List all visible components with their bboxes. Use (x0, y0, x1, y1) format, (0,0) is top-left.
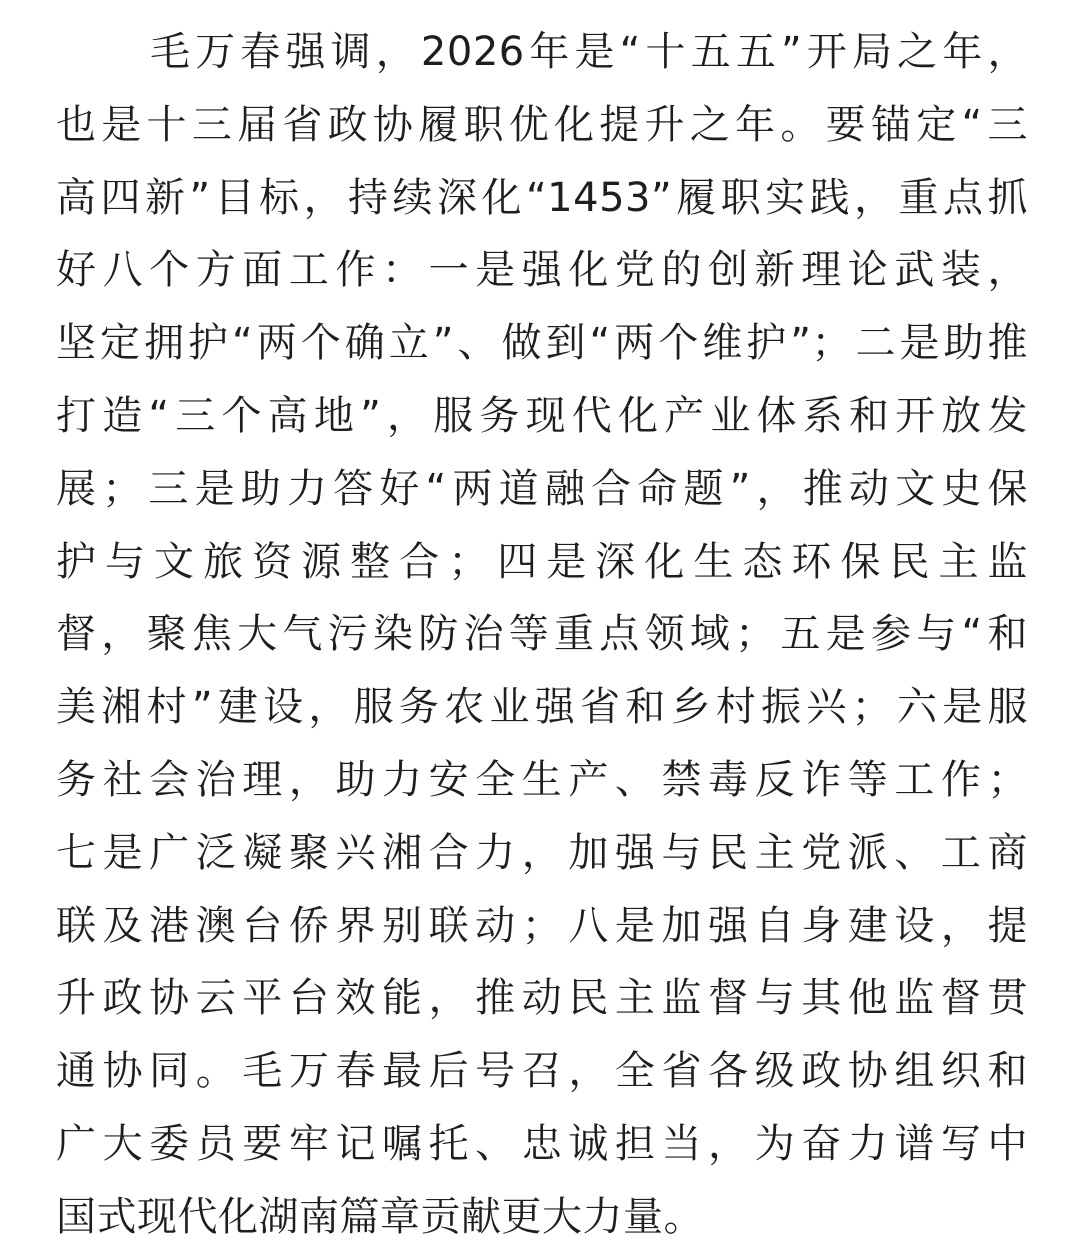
text-line-2: 也是十三届省政协履职优化提升之年。要锚定“三 (56, 101, 1028, 148)
text-line-8: 护与文旅资源整合；四是深化生态环保民主监 (56, 538, 1028, 585)
text-line-5: 坚定拥护“两个确立”、做到“两个维护”；二是助推 (56, 320, 1028, 367)
text-line-13: 联及港澳台侨界别联动；八是加强自身建设，提 (56, 902, 1028, 949)
text-line-12: 七是广泛凝聚兴湘合力，加强与民主党派、工商 (56, 829, 1028, 876)
article-paragraph (56, 16, 1028, 1254)
text-line-16: 广大委员要牢记嘱托、忠诚担当，为奋力谱写中 (56, 1120, 1028, 1167)
text-line-9: 督，聚焦大气污染防治等重点领域；五是参与“和 (56, 611, 1028, 658)
text-line-3: 高四新”目标，持续深化“1453”履职实践，重点抓 (56, 174, 1028, 221)
text-line-1: 毛万春强调，2026年是“十五五”开局之年， (150, 29, 1028, 75)
text-line-15: 通协同。毛万春最后号召，全省各级政协组织和 (56, 1048, 1028, 1095)
text-line-11: 务社会治理，助力安全生产、禁毒反诈等工作； (56, 756, 1028, 803)
text-line-10: 美湘村”建设，服务农业强省和乡村振兴；六是服 (56, 684, 1028, 731)
text-line-14: 升政协云平台效能，推动民主监督与其他监督贯 (56, 975, 1028, 1022)
text-line-4: 好八个方面工作：一是强化党的创新理论武装， (56, 247, 1028, 294)
text-line-6: 打造“三个高地”，服务现代化产业体系和开放发 (56, 392, 1028, 439)
text-line-7: 展；三是助力答好“两道融合命题”，推动文史保 (56, 465, 1028, 512)
text-line-17: 国式现代化湖南篇章贡献更大力量。 (56, 1193, 704, 1240)
